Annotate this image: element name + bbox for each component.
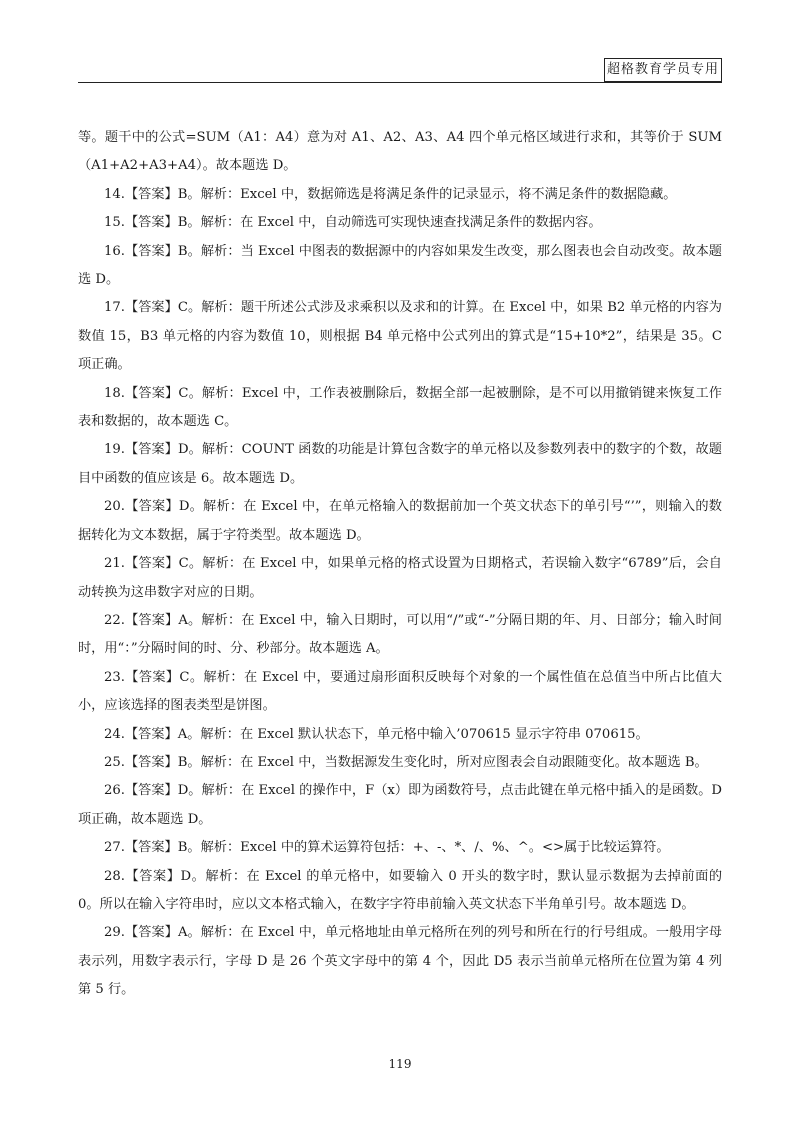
answer-16: 16.【答案】B。解析：当 Excel 中图表的数据源中的内容如果发生改变，那么图表也会自动改变。故本题选 D。 xyxy=(78,243,722,288)
answer-25: 25.【答案】B。解析：在 Excel 中，当数据源发生变化时，所对应图表会自动跟随变化。故本题选 B。 xyxy=(104,754,708,770)
answer-26: 26.【答案】D。解析：在 Excel 的操作中，F（x）即为函数符号，点击此键在单元格中插入的是函数。D 项正确，故本题选 D。 xyxy=(78,783,722,827)
answer-21: 21.【答案】C。解析：在 Excel 中，如果单元格的格式设置为日期格式，若误输入数字“6789”后，会自动转换为这串数字对应的日期。 xyxy=(78,556,722,600)
answer-22: 22.【答案】A。解析：在 Excel 中，输入日期时，可以用“/”或“-”分隔日期的年、月、日部分；输入时间时，用“：”分隔时间的时、分、秒部分。故本题选 A。 xyxy=(78,612,722,657)
answer-28: 28.【答案】D。解析：在 Excel 的单元格中，如要输入 0 开头的数字时，默认显示数据为去掉前面的 0。所以在输入字符串时，应以文本格式输入，在数字字符串前输入英文状态下半角单引号。故本题选 D。 xyxy=(78,868,722,912)
answer-content xyxy=(78,124,722,1005)
header-divider xyxy=(78,82,722,83)
answer-14: 14.【答案】B。解析：Excel 中，数据筛选是将满足条件的记录显示，将不满足条件的数据隐藏。 xyxy=(104,186,677,202)
answer-19: 19.【答案】D。解析：COUNT 函数的功能是计算包含数字的单元格以及参数列表中的数字的个数，故题目中函数的值应该是 6。故本题选 D。 xyxy=(78,442,722,486)
header-label: 超格教育学员专用 xyxy=(604,58,722,82)
answer-18: 18.【答案】C。解析：Excel 中，工作表被删除后，数据全部一起被删除，是不可以用撤销键来恢复工作表和数据的，故本题选 C。 xyxy=(78,385,722,430)
answer-23: 23.【答案】C。解析：在 Excel 中，要通过扇形面积反映每个对象的一个属性值在总值当中所占比值大小，应该选择的图表类型是饼图。 xyxy=(78,669,722,714)
answer-29: 29.【答案】A。解析：在 Excel 中，单元格地址由单元格所在列的列号和所在行的行号组成。一般用字母表示列，用数字表示行，字母 D 是 26 个英文字母中的第 4 个，因此 D5 表示当前单元格所在位置为第 4 列第 5 行。 xyxy=(78,925,722,998)
answer-20: 20.【答案】D。解析：在 Excel 中，在单元格输入的数据前加一个英文状态下的单引号“’”，则输入的数据转化为文本数据，属于字符类型。故本题选 D。 xyxy=(78,499,722,543)
answer-15: 15.【答案】B。解析：在 Excel 中，自动筛选可实现快速查找满足条件的数据内容。 xyxy=(104,215,602,231)
page-number: 119 xyxy=(388,1057,412,1071)
answer-24: 24.【答案】A。解析：在 Excel 默认状态下，单元格中输入’070615 显示字符串 070615。 xyxy=(104,726,649,742)
answer-27: 27.【答案】B。解析：Excel 中的算术运算符包括：+、-、*、/、%、^。<>属于比较运算符。 xyxy=(104,840,670,856)
answer-17: 17.【答案】C。解析：题干所述公式涉及求乘积以及求和的计算。在 Excel 中，如果 B2 单元格的内容为数值 15，B3 单元格的内容为数值 10，则根据 B4 单元格中公式列出的算式是“15+10*2”，结果是 35。C 项正确。 xyxy=(78,300,722,373)
continuation-paragraph: 等。题干中的公式=SUM（A1：A4）意为对 A1、A2、A3、A4 四个单元格区域进行求和，其等价于 SUM（A1+A2+A3+A4）。故本题选 D。 xyxy=(78,130,722,174)
